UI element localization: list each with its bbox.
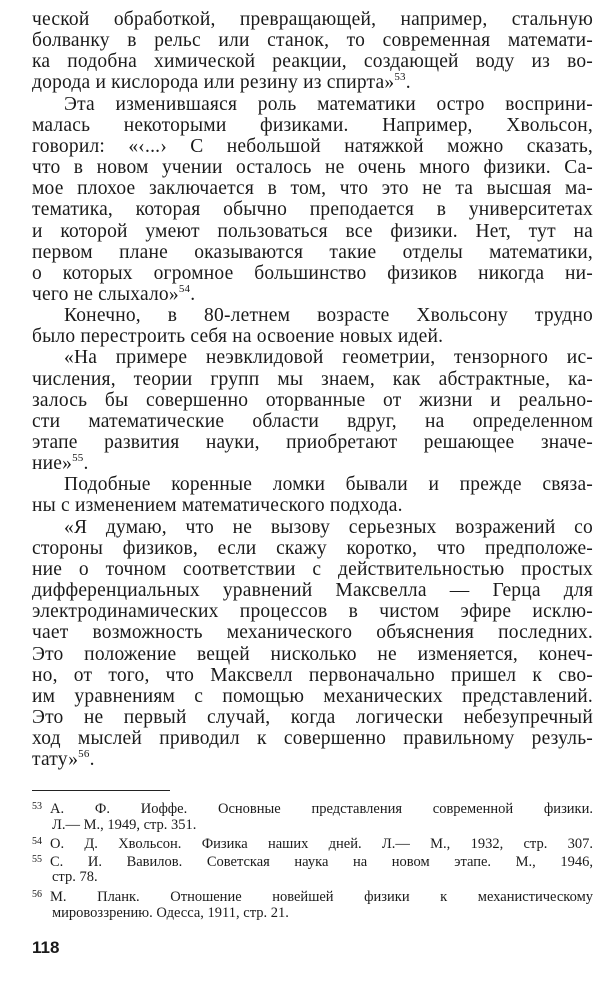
footnote-line: мировоззрению. Одесса, 1911, стр. 21. (52, 904, 289, 921)
body-line: «Я думаю, что не вызову серьезных возражений со (64, 516, 593, 538)
body-line: но, от того, что Максвелл первоначально пришел к сво- (32, 664, 593, 686)
body-line: Эта изменившаяся роль математики остро восприни- (64, 93, 593, 115)
body-line: тату»$^{56}$. (32, 748, 95, 771)
body-line: Это положение вещей нисколько не изменяется, конеч- (32, 643, 593, 665)
footnote-reference: 54 (178, 282, 191, 295)
body-line: электродинамических процессов в чистом эфире исклю- (32, 601, 593, 623)
body-line: болванку в рельс или станок, то современная математи- (32, 30, 593, 52)
body-line: дорода и кислорода или резину из спирта»$^{53}$. (32, 71, 411, 94)
footnote-number: 56 (32, 889, 42, 900)
body-line: дифференциальных уравнений Максвелла — Герца для (32, 580, 593, 602)
footnote-reference: 53 (394, 71, 406, 84)
footnote-divider (32, 790, 170, 791)
body-line: ны с изменением математического подхода. (32, 495, 403, 517)
footnote-reference: 55 (72, 452, 84, 465)
body-line: Это не первый случай, когда логически небезупречный (32, 706, 593, 728)
body-line: ход мыслей приводил к совершенно правильному резуль- (32, 728, 593, 750)
body-line: ние»$^{55}$. (32, 452, 89, 475)
body-line: чего не слыхало»$^{54}$. (32, 282, 196, 305)
body-line: первом плане оказываются такие отделы математики, (32, 241, 593, 263)
body-line: ческой обработкой, превращающей, например, стальную (32, 9, 593, 30)
body-line: числения, теории групп мы знаем, как абстрактные, ка- (32, 368, 593, 390)
body-line: стороны физиков, если скажу коротко, что предположе- (32, 537, 593, 559)
body-line: залось бы совершенно оторванные от жизни и реально- (32, 389, 593, 411)
footnote-line: 53 А. Ф. Иоффе. Основные представления современной физики. (32, 798, 593, 818)
body-line: «На примере неэвклидовой геометрии, тензорного ис- (64, 347, 593, 369)
body-line: им уравнениям с помощью механических представлений. (32, 685, 593, 707)
footnote-number: 53 (32, 801, 42, 812)
page-number: 118 (32, 938, 60, 957)
footnote-number: 55 (32, 853, 42, 865)
body-line: было перестроить себя на освоение новых идей. (32, 326, 444, 348)
body-line: и которой умеют пользоваться все физики. Нет, тут на (32, 220, 593, 242)
footnote-reference: 56 (78, 748, 90, 761)
footnote-line: Л.— М., 1949, стр. 351. (52, 816, 197, 833)
body-line: ние о точном соответствии с действительностью простых (32, 558, 593, 580)
body-line: что в новом учении осталось не очень много физики. Са- (32, 157, 593, 179)
body-line: говорил: «‹...› С небольшой натяжкой можно сказать, (32, 135, 593, 157)
body-line: ка подобна химической реакции, создающей воду из во- (32, 51, 593, 73)
body-line: тематика, которая обычно преподается в университетах (32, 199, 593, 221)
footnote-line: 54 О. Д. Хвольсон. Физика наших дней. Л.— М., 1932, стр. 307. (32, 833, 593, 853)
footnote-number: 54 (32, 836, 42, 848)
body-line: Конечно, в 80-летнем возрасте Хвольсону трудно (64, 305, 593, 327)
body-line: малась некоторыми физиками. Например, Хвольсон, (32, 114, 593, 136)
footnote-line: 56 М. Планк. Отношение новейшей физики к механистическому (32, 886, 593, 906)
body-line: Подобные коренные ломки бывали и прежде связа- (64, 474, 593, 496)
body-line: чает возможность механического объяснения последних. (32, 622, 593, 644)
body-line: мое плохое заключается в том, что это не та высшая ма- (32, 178, 593, 200)
body-line: этапе развития науки, приобретают решающее значе- (32, 432, 593, 453)
footnote-line: 55 С. И. Вавилов. Советская наука на новом этапе. М., 1946, (32, 851, 593, 871)
body-line: сти математические области вдруг, на определенном (32, 410, 593, 432)
body-line: о которых огромное большинство физиков никогда ни- (32, 262, 593, 284)
footnote-line: стр. 78. (52, 869, 98, 886)
